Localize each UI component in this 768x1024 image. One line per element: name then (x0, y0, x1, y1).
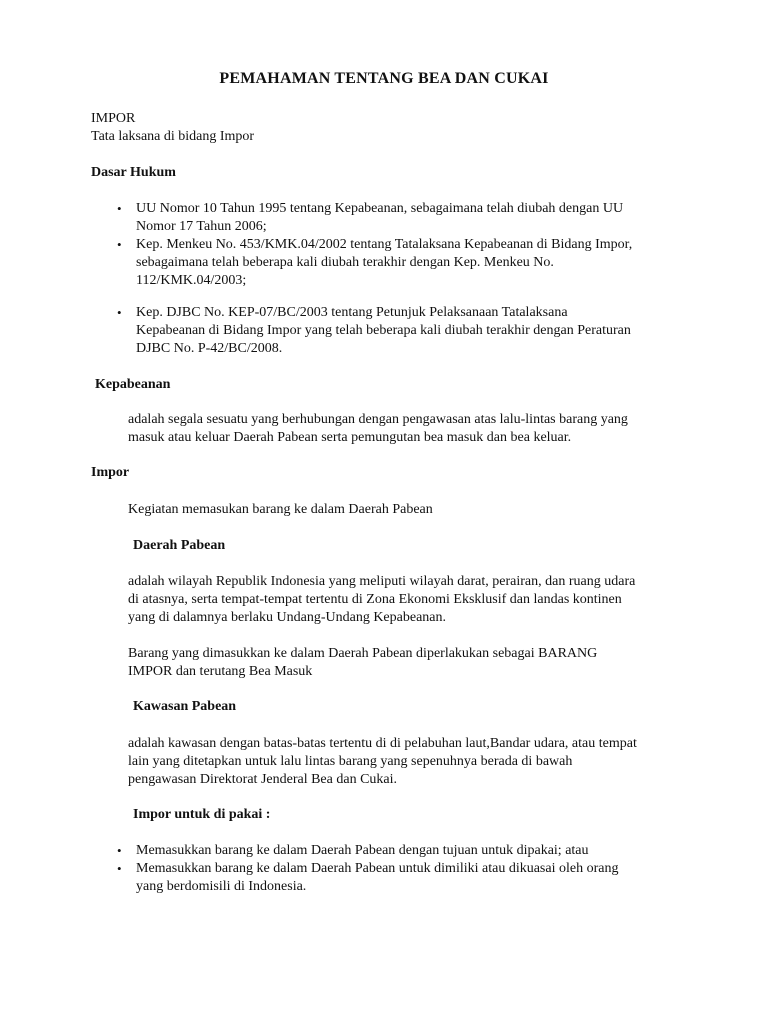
heading-impor-dipakai: Impor untuk di pakai : (133, 807, 271, 822)
list-item: Memasukkan barang ke dalam Daerah Pabean untuk dimiliki atau dikuasai oleh orang yang berdomisili di Indonesia. (136, 861, 619, 894)
kepabeanan-definition: adalah segala sesuatu yang berhubungan dengan pengawasan atas lalu-lintas barang yang masuk atau keluar Daerah Pabean serta pemungutan bea masuk dan bea keluar. (128, 412, 628, 445)
bullet-icon: • (117, 843, 122, 858)
kawasan-pabean-definition: adalah kawasan dengan batas-batas tertentu di di pelabuhan laut,Bandar udara, atau tempat lain yang ditetapkan untuk lalu lintas barang yang sepenuhnya berada di bawah pengawasan Direktorat Jenderal Bea dan Cukai. (128, 736, 637, 787)
page-title: PEMAHAMAN TENTANG BEA DAN CUKAI (219, 70, 549, 87)
bullet-icon: • (117, 305, 122, 320)
section-label: IMPOR (91, 111, 136, 126)
bullet-icon: • (117, 201, 122, 216)
list-item: UU Nomor 10 Tahun 1995 tentang Kepabeanan, sebagaimana telah diubah dengan UU Nomor 17 Tahun 2006; (136, 201, 624, 234)
heading-daerah-pabean: Daerah Pabean (133, 538, 226, 553)
heading-kepabeanan: Kepabeanan (95, 377, 171, 392)
bullet-icon: • (117, 237, 122, 252)
heading-kawasan-pabean: Kawasan Pabean (133, 699, 237, 714)
heading-dasar-hukum: Dasar Hukum (91, 165, 176, 180)
list-item: Kep. DJBC No. KEP-07/BC/2003 tentang Petunjuk Pelaksanaan Tatalaksana Kepabeanan di Bidang Impor yang telah beberapa kali diubah terakhir dengan Peraturan DJBC No. P-42/BC/2008. (136, 305, 631, 356)
list-item: Memasukkan barang ke dalam Daerah Pabean dengan tujuan untuk dipakai; atau (136, 843, 589, 858)
daerah-pabean-note: Barang yang dimasukkan ke dalam Daerah Pabean diperlakukan sebagai BARANG IMPOR dan terutang Bea Masuk (128, 646, 598, 679)
daerah-pabean-definition: adalah wilayah Republik Indonesia yang meliputi wilayah darat, perairan, dan ruang udara di atasnya, serta tempat-tempat tertentu di Zona Ekonomi Eksklusif dan landas kontinen yang di dalamnya berlaku Undang-Undang Kepabeanan. (128, 574, 636, 625)
bullet-icon: • (117, 861, 122, 876)
heading-impor: Impor (91, 465, 130, 480)
list-item: Kep. Menkeu No. 453/KMK.04/2002 tentang Tatalaksana Kepabeanan di Bidang Impor, sebagaimana telah beberapa kali diubah terakhir dengan Kep. Menkeu No. 112/KMK.04/2003; (136, 237, 633, 288)
impor-definition: Kegiatan memasukan barang ke dalam Daerah Pabean (128, 502, 433, 517)
section-subtitle: Tata laksana di bidang Impor (91, 129, 255, 144)
